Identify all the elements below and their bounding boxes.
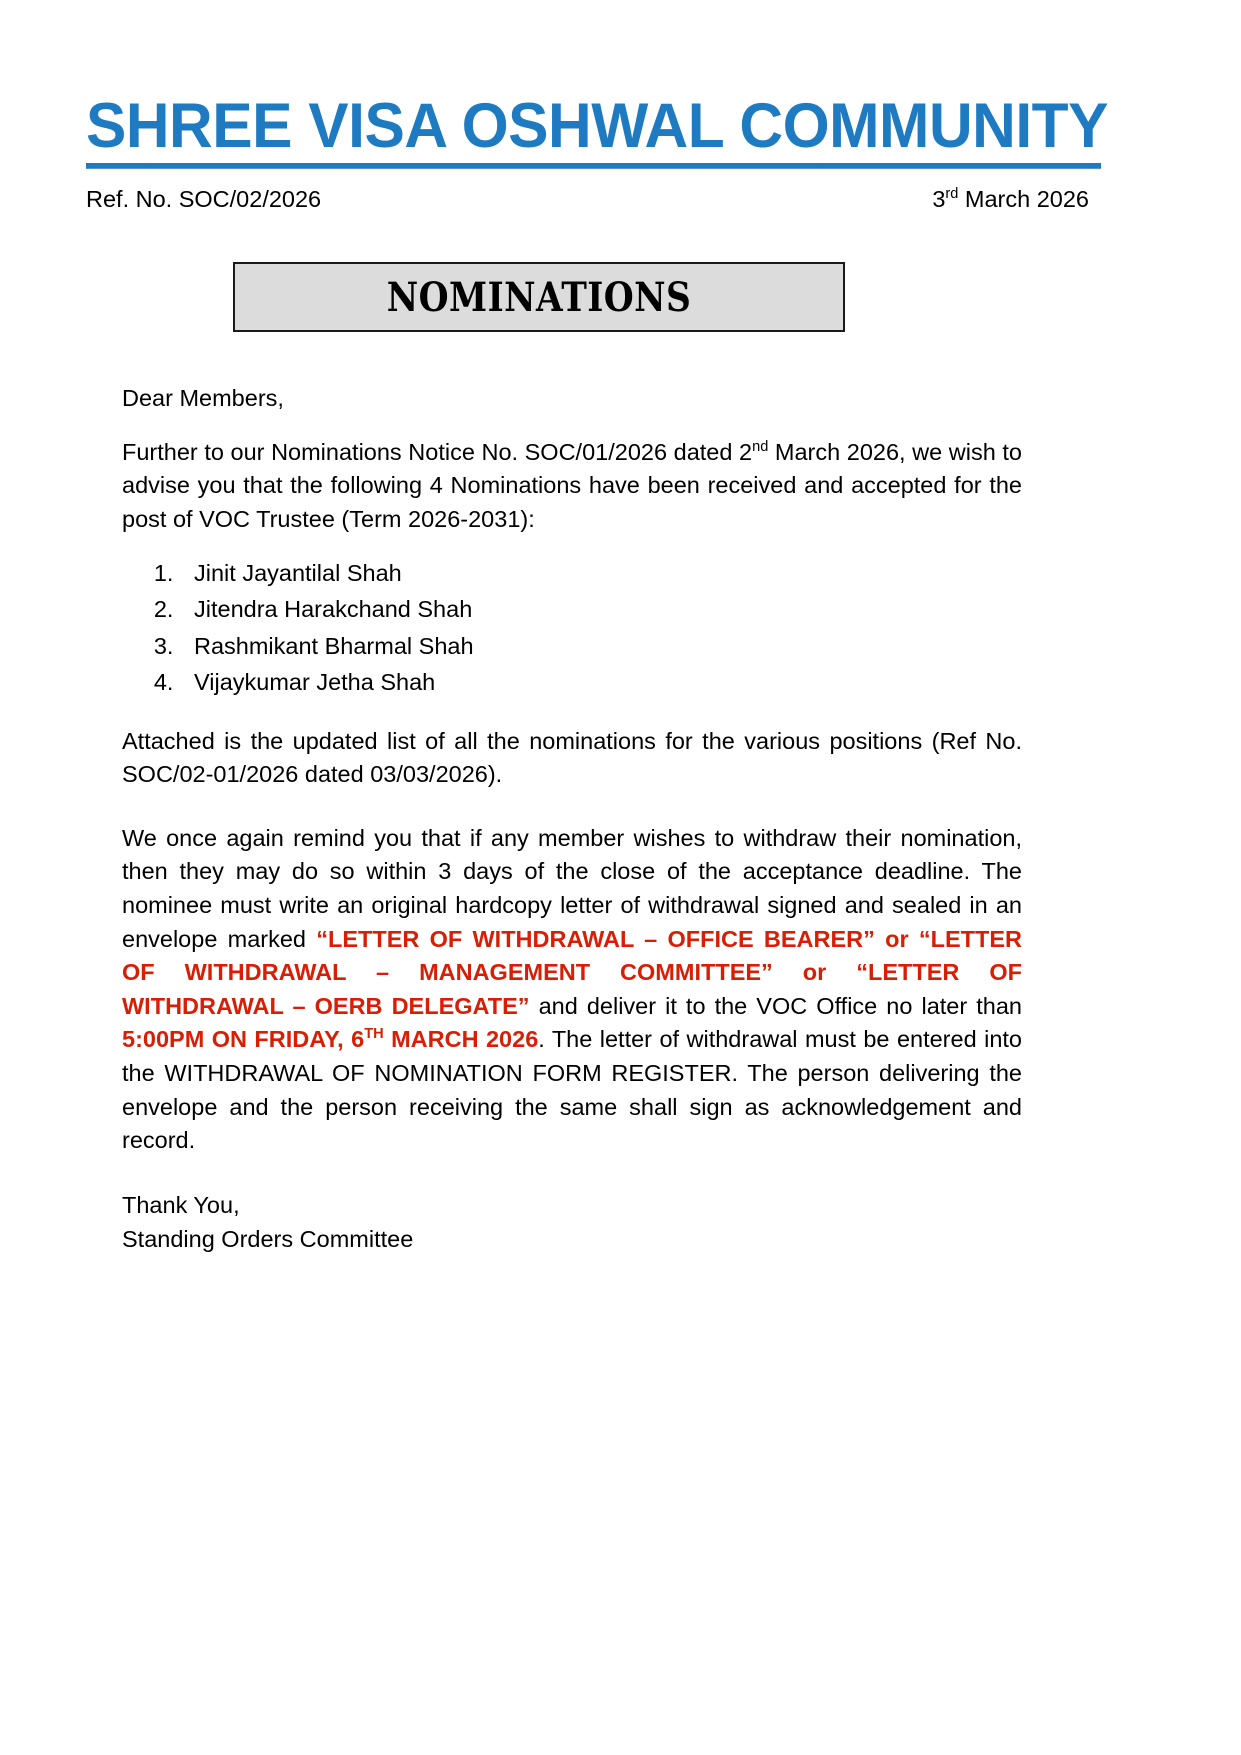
withdrawal-text-register: . The letter of withdrawal must be entered into the WITHDRAWAL OF NOMINATION FORM REGISTER. The person delivering the envelope and the person receiving the same shall sign as acknowledgement and record. [122, 1026, 1022, 1154]
salutation: Dear Members, [122, 385, 284, 411]
withdrawal-envelope-labels: “LETTER OF WITHDRAWAL – OFFICE BEARER” or “LETTER OF WITHDRAWAL – MANAGEMENT COMMITTEE” or “LETTER OF WITHDRAWAL – OERB DELEGATE” [122, 925, 1022, 1019]
withdrawal-text-deliver: and deliver it to the VOC Office no later than [529, 992, 1022, 1019]
list-item: 4. Vijaykumar Jetha Shah [180, 667, 1022, 697]
list-item: 2. Jitendra Harakchand Shah [180, 594, 1022, 624]
reference-and-date-line [86, 185, 1101, 213]
reference-number: Ref. No. SOC/02/2026 [86, 186, 322, 212]
intro-text-before-ordinal: Further to our Nominations Notice No. SOC/01/2026 dated 2 [122, 438, 753, 465]
closing-signature: Standing Orders Committee [122, 1225, 414, 1252]
date-ordinal-suffix: rd [945, 186, 959, 203]
document-date [932, 185, 1101, 213]
notice-date-ordinal-suffix: nd [752, 438, 769, 455]
document-masthead [86, 91, 1156, 169]
paragraph-intro [122, 436, 1022, 537]
nominees-list [122, 558, 1022, 696]
withdrawal-deadline [122, 1026, 538, 1052]
date-day-number: 3 [932, 186, 946, 212]
list-item: 1. Jinit Jayantilal Shah [180, 558, 1022, 588]
spacer [122, 703, 1022, 725]
letter-body [122, 382, 1022, 1256]
intro-text-after-ordinal: March 2026, we wish to advise you that the following 4 Nominations have been received and accepted for the post of VOC Trustee (Term 2026-2031): [122, 438, 1022, 532]
nominations-heading-box [233, 262, 845, 332]
date-month-year: March 2026 [958, 186, 1089, 212]
paragraph-withdrawal-notice [122, 822, 1022, 1158]
organization-title: SHREE VISA OSHWAL COMMUNITY [86, 91, 1108, 161]
title-underline-rule [86, 163, 1101, 169]
paragraph-attachment: Attached is the updated list of all the nominations for the various positions (Ref No. SOC/02-01/2026 dated 03/03/2026). [122, 727, 1022, 788]
list-item: 3. Rashmikant Bharmal Shah [180, 631, 1022, 661]
signoff-block [122, 1188, 1022, 1256]
withdrawal-text-intro: We once again remind you that if any member wishes to withdraw their nomination, then they may do so within 3 days of the close of the acceptance deadline. The nominee must write an original hardcopy letter of withdrawal signed and sealed in an envelope marked [122, 824, 1022, 952]
closing-thanks: Thank You, [122, 1191, 240, 1218]
deadline-time-and-day: 5:00PM ON FRIDAY, 6 [122, 1026, 365, 1053]
nominations-heading-text: NOMINATIONS [386, 273, 692, 321]
deadline-month-year: MARCH 2026 [383, 1026, 539, 1053]
spacer [122, 814, 1022, 822]
deadline-ordinal-suffix: TH [364, 1026, 384, 1043]
